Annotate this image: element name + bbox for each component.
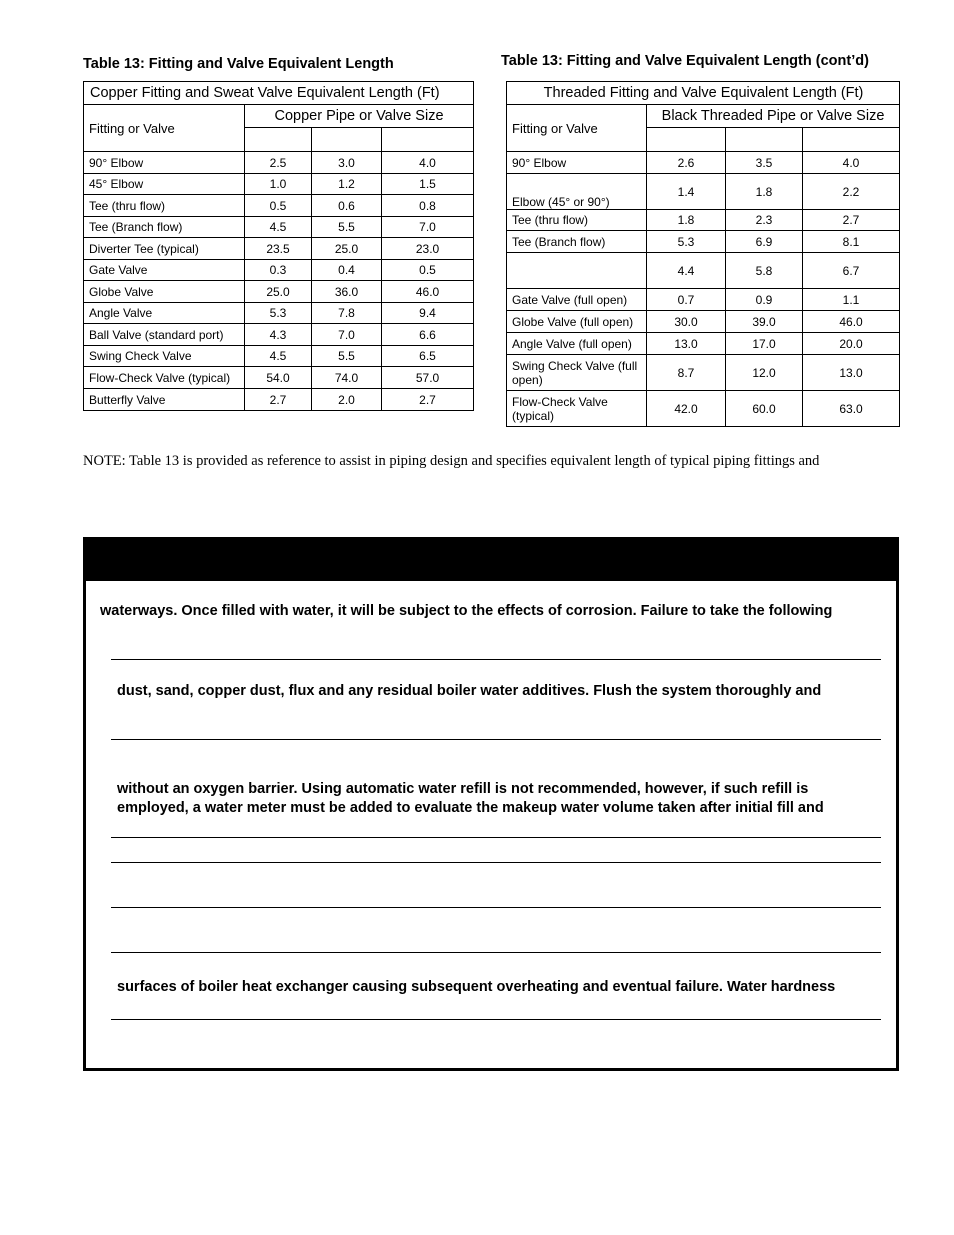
equivalent-length-cell: 4.4 <box>647 253 726 289</box>
fitting-name: Butterfly Valve <box>84 389 245 411</box>
equivalent-length-cell: 23.5 <box>245 238 312 260</box>
equivalent-length-cell: 8.1 <box>803 231 900 253</box>
fitting-name: 90° Elbow <box>507 152 647 174</box>
table-row <box>84 217 474 238</box>
threaded-size-cell <box>726 128 803 152</box>
fitting-name: Globe Valve (full open) <box>507 311 647 333</box>
copper-table-title: Copper Fitting and Sweat Valve Equivalent Length (Ft) <box>84 82 474 105</box>
fitting-name <box>507 253 647 289</box>
table-row <box>84 346 474 367</box>
divider <box>111 907 881 908</box>
equivalent-length-cell: 12.0 <box>726 355 803 391</box>
table-row <box>84 324 474 346</box>
equivalent-length-cell: 5.5 <box>312 346 382 367</box>
table-row <box>84 281 474 303</box>
equivalent-length-cell: 6.5 <box>382 346 474 367</box>
equivalent-length-cell: 2.7 <box>803 210 900 231</box>
equivalent-length-cell: 5.3 <box>245 303 312 324</box>
fitting-name: Swing Check Valve (full open) <box>507 355 647 391</box>
table-row <box>507 210 900 231</box>
table-row <box>507 391 900 427</box>
threaded-group-header: Black Threaded Pipe or Valve Size <box>647 105 900 128</box>
fitting-name: Tee (thru flow) <box>507 210 647 231</box>
table-row <box>507 174 900 210</box>
equivalent-length-cell: 0.9 <box>726 289 803 311</box>
copper-group-header: Copper Pipe or Valve Size <box>245 105 474 128</box>
table-row <box>507 311 900 333</box>
equivalent-length-cell: 23.0 <box>382 238 474 260</box>
fitting-name: Ball Valve (standard port) <box>84 324 245 346</box>
equivalent-length-cell: 0.5 <box>382 260 474 281</box>
table-row <box>84 238 474 260</box>
table-row <box>507 355 900 391</box>
fitting-name: Flow-Check Valve (typical) <box>84 367 245 389</box>
warning-line: employed, a water meter must be added to evaluate the makeup water volume taken after initial fill and <box>117 800 824 816</box>
copper-size-cell <box>382 128 474 152</box>
fitting-name: Gate Valve <box>84 260 245 281</box>
copper-size-cell <box>312 128 382 152</box>
warning-line: surfaces of boiler heat exchanger causing subsequent overheating and eventual failure. Water hardness <box>117 979 836 995</box>
equivalent-length-cell: 2.0 <box>312 389 382 411</box>
equivalent-length-cell: 1.8 <box>726 174 803 210</box>
equivalent-length-cell: 2.5 <box>245 152 312 174</box>
warning-line: waterways. Once filled with water, it will be subject to the effects of corrosion. Failure to take the following <box>100 603 833 619</box>
equivalent-length-cell: 0.7 <box>647 289 726 311</box>
warning-header-bar <box>86 540 896 581</box>
equivalent-length-cell: 25.0 <box>245 281 312 303</box>
fitting-name: Tee (Branch flow) <box>84 217 245 238</box>
equivalent-length-cell: 60.0 <box>726 391 803 427</box>
equivalent-length-cell: 46.0 <box>803 311 900 333</box>
fitting-name: 90° Elbow <box>84 152 245 174</box>
equivalent-length-cell: 36.0 <box>312 281 382 303</box>
fitting-name: Elbow (45° or 90°) <box>507 174 647 210</box>
equivalent-length-cell: 0.8 <box>382 195 474 217</box>
equivalent-length-cell: 1.4 <box>647 174 726 210</box>
right-table-caption: Table 13: Fitting and Valve Equivalent Length (cont’d) <box>501 53 869 69</box>
equivalent-length-cell: 74.0 <box>312 367 382 389</box>
equivalent-length-cell: 2.6 <box>647 152 726 174</box>
equivalent-length-cell: 1.8 <box>647 210 726 231</box>
table-row <box>84 389 474 411</box>
equivalent-length-cell: 5.5 <box>312 217 382 238</box>
equivalent-length-cell: 17.0 <box>726 333 803 355</box>
fitting-name: Globe Valve <box>84 281 245 303</box>
threaded-size-cell <box>803 128 900 152</box>
threaded-size-cell <box>647 128 726 152</box>
fitting-name: Diverter Tee (typical) <box>84 238 245 260</box>
equivalent-length-cell: 1.2 <box>312 174 382 195</box>
divider <box>111 739 881 740</box>
equivalent-length-cell: 1.0 <box>245 174 312 195</box>
equivalent-length-cell: 7.0 <box>312 324 382 346</box>
divider <box>111 862 881 863</box>
equivalent-length-cell: 2.2 <box>803 174 900 210</box>
equivalent-length-cell: 0.4 <box>312 260 382 281</box>
equivalent-length-cell: 2.7 <box>382 389 474 411</box>
equivalent-length-cell: 0.5 <box>245 195 312 217</box>
equivalent-length-cell: 39.0 <box>726 311 803 333</box>
equivalent-length-cell: 2.7 <box>245 389 312 411</box>
equivalent-length-cell: 3.0 <box>312 152 382 174</box>
equivalent-length-cell: 13.0 <box>803 355 900 391</box>
warning-box <box>83 537 899 1071</box>
table-note: NOTE: Table 13 is provided as reference to assist in piping design and specifies equivalent length of typical piping fittings and <box>83 453 820 469</box>
equivalent-length-cell: 4.5 <box>245 217 312 238</box>
equivalent-length-cell: 4.5 <box>245 346 312 367</box>
equivalent-length-cell: 6.7 <box>803 253 900 289</box>
equivalent-length-cell: 5.3 <box>647 231 726 253</box>
fitting-name: Tee (Branch flow) <box>507 231 647 253</box>
threaded-fitting-table <box>506 81 900 427</box>
fitting-name: Swing Check Valve <box>84 346 245 367</box>
table-row <box>84 152 474 174</box>
divider <box>111 1019 881 1020</box>
equivalent-length-cell: 4.0 <box>803 152 900 174</box>
fitting-name: Tee (thru flow) <box>84 195 245 217</box>
threaded-row-header: Fitting or Valve <box>507 105 647 152</box>
warning-line: without an oxygen barrier. Using automatic water refill is not recommended, however, if such refill is <box>117 781 809 797</box>
equivalent-length-cell: 1.5 <box>382 174 474 195</box>
equivalent-length-cell: 7.8 <box>312 303 382 324</box>
fitting-name: Flow-Check Valve (typical) <box>507 391 647 427</box>
equivalent-length-cell: 20.0 <box>803 333 900 355</box>
table-row <box>507 289 900 311</box>
table-row <box>507 152 900 174</box>
equivalent-length-cell: 0.6 <box>312 195 382 217</box>
equivalent-length-cell: 54.0 <box>245 367 312 389</box>
fitting-name: 45° Elbow <box>84 174 245 195</box>
equivalent-length-cell: 0.3 <box>245 260 312 281</box>
equivalent-length-cell: 57.0 <box>382 367 474 389</box>
equivalent-length-cell: 6.9 <box>726 231 803 253</box>
left-table-caption: Table 13: Fitting and Valve Equivalent Length <box>83 56 394 72</box>
equivalent-length-cell: 8.7 <box>647 355 726 391</box>
equivalent-length-cell: 25.0 <box>312 238 382 260</box>
equivalent-length-cell: 1.1 <box>803 289 900 311</box>
table-row <box>84 260 474 281</box>
table-row <box>84 367 474 389</box>
table-row <box>507 253 900 289</box>
threaded-table-title: Threaded Fitting and Valve Equivalent Length (Ft) <box>507 82 900 105</box>
copper-size-cell <box>245 128 312 152</box>
table-row <box>507 333 900 355</box>
table-row <box>507 231 900 253</box>
warning-line: dust, sand, copper dust, flux and any residual boiler water additives. Flush the system thoroughly and <box>117 683 822 699</box>
divider <box>111 659 881 660</box>
table-row <box>84 195 474 217</box>
equivalent-length-cell: 63.0 <box>803 391 900 427</box>
copper-row-header: Fitting or Valve <box>84 105 245 152</box>
equivalent-length-cell: 5.8 <box>726 253 803 289</box>
equivalent-length-cell: 2.3 <box>726 210 803 231</box>
fitting-name: Angle Valve (full open) <box>507 333 647 355</box>
equivalent-length-cell: 30.0 <box>647 311 726 333</box>
equivalent-length-cell: 4.0 <box>382 152 474 174</box>
equivalent-length-cell: 42.0 <box>647 391 726 427</box>
divider <box>111 952 881 953</box>
fitting-name: Angle Valve <box>84 303 245 324</box>
copper-fitting-table <box>83 81 474 411</box>
equivalent-length-cell: 9.4 <box>382 303 474 324</box>
equivalent-length-cell: 6.6 <box>382 324 474 346</box>
equivalent-length-cell: 13.0 <box>647 333 726 355</box>
divider <box>111 837 881 838</box>
equivalent-length-cell: 7.0 <box>382 217 474 238</box>
equivalent-length-cell: 46.0 <box>382 281 474 303</box>
equivalent-length-cell: 3.5 <box>726 152 803 174</box>
table-row <box>84 174 474 195</box>
table-row <box>84 303 474 324</box>
fitting-name: Gate Valve (full open) <box>507 289 647 311</box>
equivalent-length-cell: 4.3 <box>245 324 312 346</box>
